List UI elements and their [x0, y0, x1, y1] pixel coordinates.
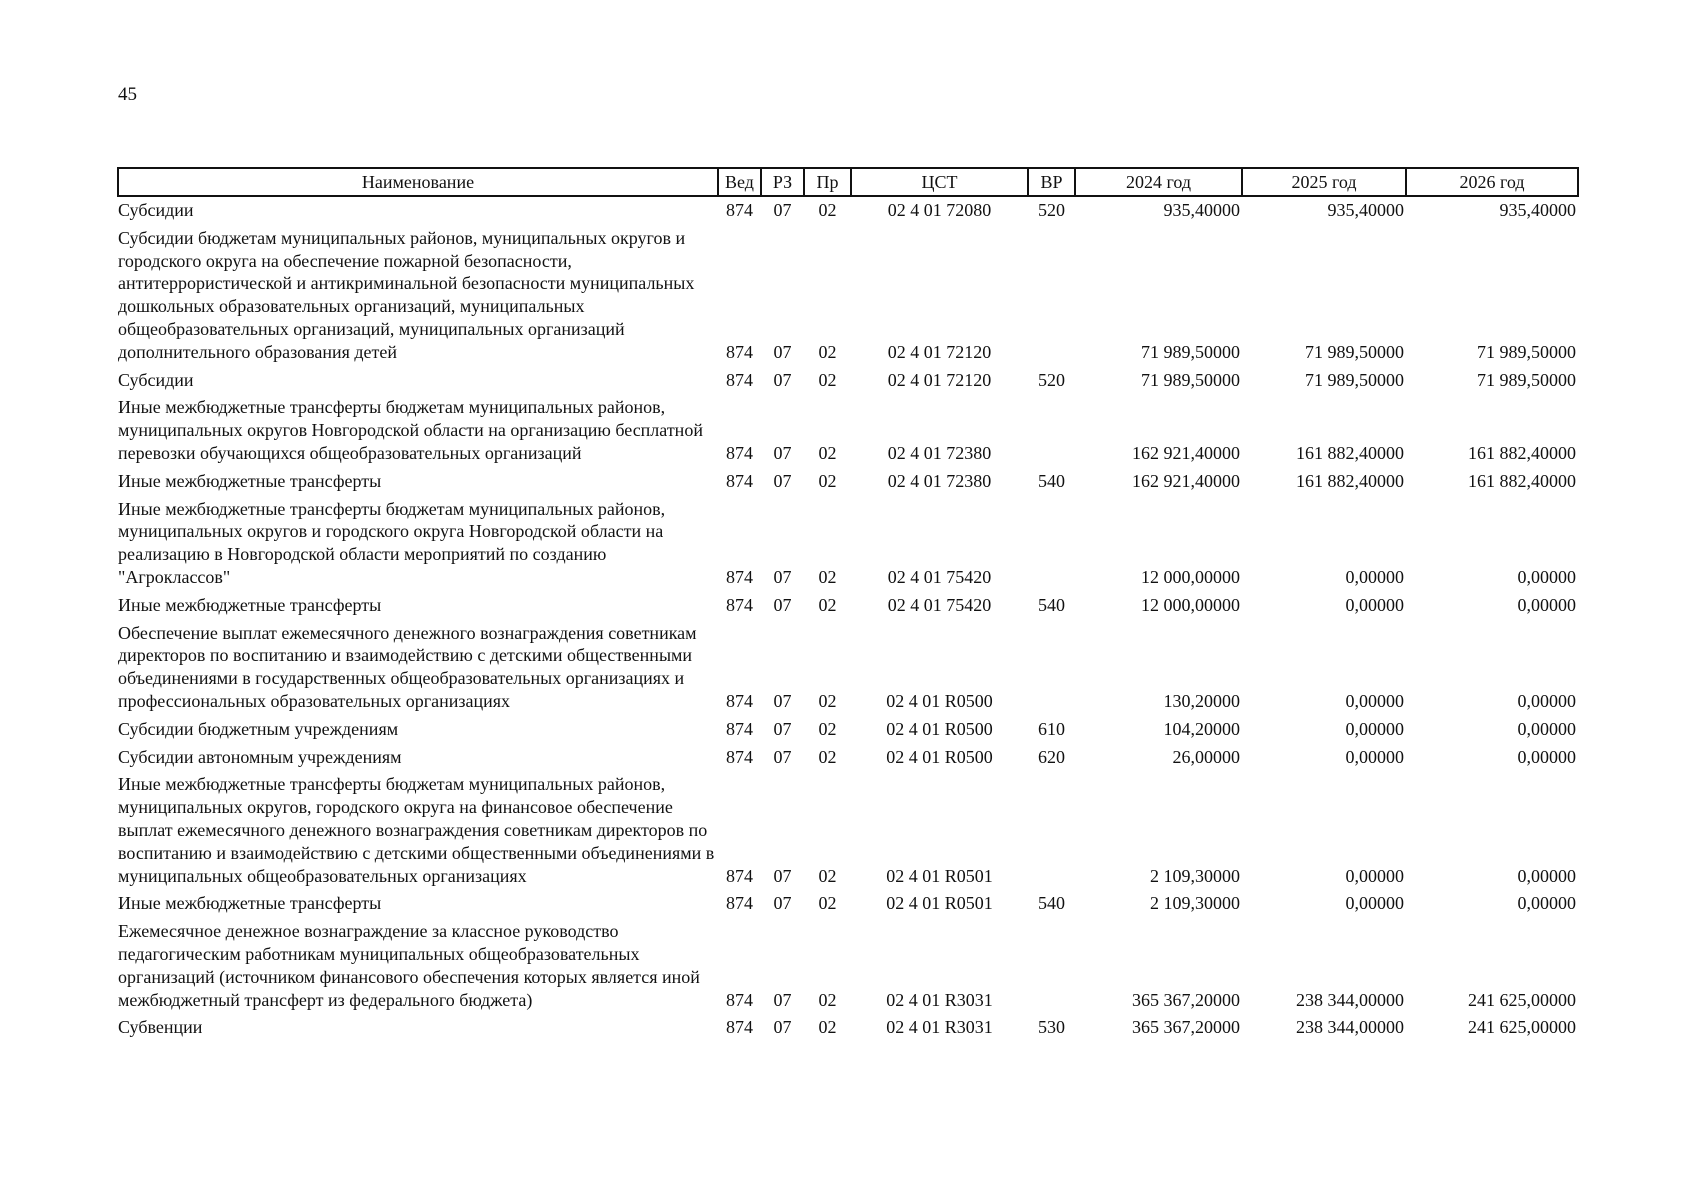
cell-2025: 71 989,50000 [1305, 341, 1404, 362]
cell-2024: 12 000,00000 [1141, 594, 1240, 615]
cell-2024: 26,00000 [1172, 746, 1240, 767]
table-row [118, 1014, 1578, 1042]
cell-cst: 02 4 01 R0500 [886, 718, 993, 739]
cell-vr [1028, 496, 1075, 592]
cell-vr [1028, 771, 1075, 890]
header-name: Наименование [118, 168, 718, 196]
cell-2025: 238 344,00000 [1296, 989, 1404, 1010]
cell-2024: 162 921,40000 [1132, 470, 1240, 491]
table-row [118, 468, 1578, 496]
cell-pr: 02 [818, 566, 837, 587]
cell-name: Субсидии автономным учреждениям [118, 746, 402, 767]
cell-2025: 161 882,40000 [1296, 442, 1404, 463]
cell-rz: 07 [773, 865, 792, 886]
cell-rz: 07 [773, 566, 792, 587]
cell-cst: 02 4 01 R3031 [886, 1017, 993, 1038]
cell-rz: 07 [773, 690, 792, 711]
cell-name: Иные межбюджетные трансферты [118, 470, 382, 491]
cell-2026: 0,00000 [1517, 893, 1576, 914]
cell-name: Субсидии бюджетам муниципальных районов, муниципальных округов и городского округа на обеспечение пожарной безопасности, антитеррористической и антикриминальной безопасности муниципальных дошкольных образовательных организаций, муниципальных общеобразовательных организаций, муниципальных организаций дополнительного образования детей [118, 227, 695, 362]
header-pr: Пр [804, 168, 851, 196]
cell-cst: 02 4 01 R3031 [886, 989, 993, 1010]
cell-2026: 935,40000 [1499, 200, 1576, 220]
cell-cst: 02 4 01 72120 [887, 369, 992, 390]
cell-vr: 520 [1038, 200, 1065, 220]
table-row [118, 496, 1578, 592]
cell-ved: 874 [726, 989, 753, 1010]
cell-cst: 02 4 01 75420 [887, 594, 992, 615]
header-2025: 2025 год [1242, 168, 1406, 196]
cell-pr: 02 [818, 1017, 837, 1038]
cell-2026: 0,00000 [1517, 746, 1576, 767]
table-row [118, 771, 1578, 890]
table-row [118, 620, 1578, 716]
table-row [118, 196, 1578, 225]
cell-pr: 02 [818, 893, 837, 914]
cell-2025: 238 344,00000 [1296, 1017, 1404, 1038]
cell-pr: 02 [818, 442, 837, 463]
cell-2026: 0,00000 [1517, 690, 1576, 711]
cell-ved: 874 [726, 893, 753, 914]
header-row [118, 168, 1578, 196]
table-row [118, 918, 1578, 1014]
table-row [118, 890, 1578, 918]
cell-2024: 2 109,30000 [1150, 865, 1240, 886]
cell-rz: 07 [773, 594, 792, 615]
cell-2024: 71 989,50000 [1141, 341, 1240, 362]
cell-pr: 02 [818, 200, 837, 220]
cell-cst: 02 4 01 R0501 [886, 865, 993, 886]
cell-2026: 241 625,00000 [1468, 989, 1576, 1010]
cell-ved: 874 [726, 865, 753, 886]
budget-table-container [117, 167, 1577, 1042]
cell-pr: 02 [818, 989, 837, 1010]
cell-ved: 874 [726, 341, 753, 362]
cell-cst: 02 4 01 72080 [887, 200, 992, 220]
cell-cst: 02 4 01 72380 [887, 470, 992, 491]
cell-2025: 0,00000 [1345, 746, 1404, 767]
cell-vr [1028, 394, 1075, 467]
cell-rz: 07 [773, 200, 792, 220]
cell-name: Субсидии бюджетным учреждениям [118, 718, 399, 739]
cell-2025: 161 882,40000 [1296, 470, 1404, 491]
cell-name: Иные межбюджетные трансферты бюджетам муниципальных районов, муниципальных округов, городского округа на финансовое обеспечение выплат ежемесячного денежного вознаграждения советникам директоров по воспитанию и взаимодействию с детскими общественными объединениями в муниципальных общеобразовательных организациях [118, 774, 715, 886]
cell-name: Иные межбюджетные трансферты бюджетам муниципальных районов, муниципальных округов Новгородской области на организацию бесплатной перевозки обучающихся общеобразовательных организаций [118, 397, 703, 463]
cell-name: Иные межбюджетные трансферты [118, 594, 382, 615]
table-row [118, 394, 1578, 467]
cell-2024: 104,20000 [1163, 718, 1240, 739]
cell-2025: 935,40000 [1327, 200, 1404, 220]
cell-vr: 620 [1038, 746, 1065, 767]
cell-2024: 2 109,30000 [1150, 893, 1240, 914]
header-vr: ВР [1028, 168, 1075, 196]
cell-name: Иные межбюджетные трансферты [118, 893, 382, 914]
table-row [118, 592, 1578, 620]
cell-2025: 0,00000 [1345, 718, 1404, 739]
cell-ved: 874 [726, 1017, 753, 1038]
cell-2026: 0,00000 [1517, 566, 1576, 587]
cell-2026: 0,00000 [1517, 865, 1576, 886]
cell-2024: 71 989,50000 [1141, 369, 1240, 390]
table-row [118, 716, 1578, 744]
cell-ved: 874 [726, 442, 753, 463]
cell-cst: 02 4 01 R0500 [886, 746, 993, 767]
cell-name: Субсидии [118, 369, 194, 390]
cell-rz: 07 [773, 369, 792, 390]
cell-2026: 241 625,00000 [1468, 1017, 1576, 1038]
cell-cst: 02 4 01 72380 [887, 442, 992, 463]
cell-name: Обеспечение выплат ежемесячного денежного вознаграждения советникам директоров по воспитанию и взаимодействию с детскими общественными объединениями в государственных общеобразовательных организациях и профессиональных образовательных организациях [118, 622, 697, 711]
cell-rz: 07 [773, 341, 792, 362]
cell-pr: 02 [818, 341, 837, 362]
cell-2024: 12 000,00000 [1141, 566, 1240, 587]
cell-2026: 161 882,40000 [1468, 470, 1576, 491]
cell-2024: 935,40000 [1163, 200, 1240, 220]
cell-ved: 874 [726, 718, 753, 739]
table-row [118, 225, 1578, 367]
header-ved: Вед [718, 168, 761, 196]
cell-vr: 610 [1038, 718, 1065, 739]
cell-pr: 02 [818, 865, 837, 886]
header-2026: 2026 год [1406, 168, 1578, 196]
cell-pr: 02 [818, 594, 837, 615]
cell-cst: 02 4 01 72120 [887, 341, 992, 362]
cell-name: Субвенции [118, 1017, 203, 1038]
cell-name: Ежемесячное денежное вознаграждение за классное руководство педагогическим работникам муниципальных общеобразовательных организаций (источником финансового обеспечения которых является иной межбюджетный трансферт из федерального бюджета) [118, 921, 700, 1010]
cell-pr: 02 [818, 690, 837, 711]
cell-2024: 130,20000 [1163, 690, 1240, 711]
cell-ved: 874 [726, 200, 753, 220]
cell-rz: 07 [773, 989, 792, 1010]
cell-cst: 02 4 01 75420 [887, 566, 992, 587]
cell-2026: 71 989,50000 [1477, 341, 1576, 362]
cell-ved: 874 [726, 690, 753, 711]
cell-2025: 0,00000 [1345, 865, 1404, 886]
header-rz: РЗ [761, 168, 804, 196]
cell-pr: 02 [818, 746, 837, 767]
cell-rz: 07 [773, 1017, 792, 1038]
cell-vr [1028, 225, 1075, 367]
cell-2025: 0,00000 [1345, 566, 1404, 587]
cell-pr: 02 [818, 718, 837, 739]
cell-2024: 365 367,20000 [1132, 1017, 1240, 1038]
cell-2025: 0,00000 [1345, 690, 1404, 711]
cell-vr: 540 [1038, 470, 1065, 491]
budget-table [117, 167, 1579, 1042]
cell-2026: 71 989,50000 [1477, 369, 1576, 390]
cell-ved: 874 [726, 594, 753, 615]
table-body [118, 196, 1578, 1042]
header-cst: ЦСТ [851, 168, 1028, 196]
cell-name: Субсидии [118, 200, 194, 220]
cell-2025: 0,00000 [1345, 893, 1404, 914]
cell-2024: 162 921,40000 [1132, 442, 1240, 463]
cell-name: Иные межбюджетные трансферты бюджетам муниципальных районов, муниципальных округов и городского округа Новгородской области на реализацию в Новгородской области мероприятий по созданию "Агроклассов" [118, 498, 666, 587]
cell-ved: 874 [726, 470, 753, 491]
cell-rz: 07 [773, 442, 792, 463]
cell-2025: 71 989,50000 [1305, 369, 1404, 390]
table-header [118, 168, 1578, 196]
cell-vr [1028, 918, 1075, 1014]
page-number: 45 [118, 84, 137, 105]
cell-rz: 07 [773, 746, 792, 767]
header-2024: 2024 год [1075, 168, 1242, 196]
cell-pr: 02 [818, 369, 837, 390]
cell-ved: 874 [726, 369, 753, 390]
table-row [118, 367, 1578, 395]
cell-vr [1028, 620, 1075, 716]
cell-vr: 540 [1038, 893, 1065, 914]
cell-cst: 02 4 01 R0500 [886, 690, 993, 711]
cell-cst: 02 4 01 R0501 [886, 893, 993, 914]
cell-rz: 07 [773, 470, 792, 491]
cell-rz: 07 [773, 718, 792, 739]
cell-2025: 0,00000 [1345, 594, 1404, 615]
cell-ved: 874 [726, 566, 753, 587]
cell-ved: 874 [726, 746, 753, 767]
cell-2026: 161 882,40000 [1468, 442, 1576, 463]
cell-2026: 0,00000 [1517, 594, 1576, 615]
cell-pr: 02 [818, 470, 837, 491]
cell-2024: 365 367,20000 [1132, 989, 1240, 1010]
table-row [118, 744, 1578, 772]
cell-vr: 530 [1038, 1017, 1065, 1038]
cell-vr: 520 [1038, 369, 1065, 390]
cell-rz: 07 [773, 893, 792, 914]
cell-2026: 0,00000 [1517, 718, 1576, 739]
cell-vr: 540 [1038, 594, 1065, 615]
